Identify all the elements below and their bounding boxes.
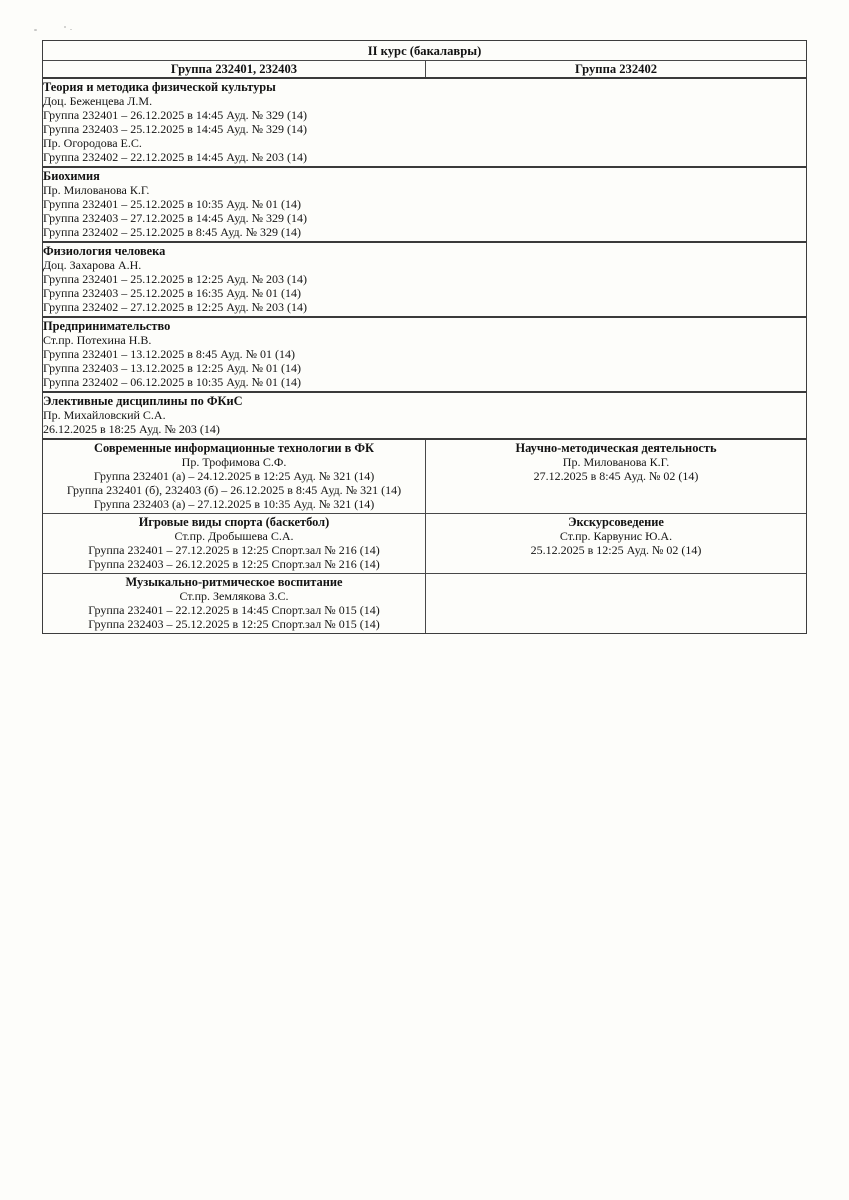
schedule-line: Группа 232401 (а) – 24.12.2025 в 12:25 Ауд. № 321 (14): [93, 469, 375, 483]
schedule-line: Группа 232401 – 26.12.2025 в 14:45 Ауд. № 329 (14): [43, 108, 308, 122]
group-header-row: [43, 60, 806, 77]
subject-title: Биохимия: [43, 169, 100, 183]
section-entrepreneurship: [43, 316, 806, 391]
section-modern-it-pe: [43, 440, 426, 513]
schedule-line: Ст.пр. Потехина Н.В.: [43, 333, 152, 347]
schedule-line: Пр. Трофимова С.Ф.: [181, 455, 287, 469]
subject-title: Элективные дисциплины по ФКиС: [43, 394, 243, 408]
scan-artifact: [34, 29, 37, 31]
schedule-line: Группа 232402 – 27.12.2025 в 12:25 Ауд. № 203 (14): [43, 300, 308, 314]
schedule-line: Группа 232401 – 27.12.2025 в 12:25 Спорт.зал № 216 (14): [88, 543, 380, 557]
subject-title: Музыкально-ритмическое воспитание: [125, 575, 343, 589]
schedule-line: Ст.пр. Землякова З.С.: [179, 589, 289, 603]
schedule-line: Ст.пр. Дробышева С.А.: [174, 529, 294, 543]
split-row-musical-rhythmic: [43, 573, 806, 633]
course-title: II курс (бакалавры): [367, 44, 482, 58]
section-musical-rhythmic: [43, 574, 426, 633]
schedule-line: Группа 232401 (б), 232403 (б) – 26.12.2025 в 8:45 Ауд. № 321 (14): [66, 483, 402, 497]
schedule-line: 27.12.2025 в 8:45 Ауд. № 02 (14): [533, 469, 699, 483]
subject-title: Научно-методическая деятельность: [515, 441, 717, 455]
schedule-line: Пр. Милованова К.Г.: [43, 183, 150, 197]
section-scientific-methodical: [426, 440, 806, 513]
schedule-line: Группа 232402 – 25.12.2025 в 8:45 Ауд. № 329 (14): [43, 225, 302, 239]
subject-title: Игровые виды спорта (баскетбол): [138, 515, 330, 529]
subject-title: Предпринимательство: [43, 319, 171, 333]
schedule-line: Группа 232401 – 25.12.2025 в 12:25 Ауд. № 203 (14): [43, 272, 308, 286]
section-elective-pe: [43, 391, 806, 438]
section-excursion-studies: [426, 514, 806, 573]
course-header-row: [43, 41, 806, 60]
scan-artifact: [64, 26, 66, 28]
subject-title: Физиология человека: [43, 244, 166, 258]
split-row-sports-and-excursion: [43, 513, 806, 573]
exam-schedule-table: [42, 40, 807, 634]
group-header-right: Группа 232402: [574, 62, 658, 76]
schedule-line: 26.12.2025 в 18:25 Ауд. № 203 (14): [43, 422, 220, 436]
schedule-line: Группа 232403 – 13.12.2025 в 12:25 Ауд. № 01 (14): [43, 361, 302, 375]
schedule-line: Группа 232403 – 25.12.2025 в 12:25 Спорт.зал № 015 (14): [88, 617, 380, 631]
schedule-line: Группа 232401 – 25.12.2025 в 10:35 Ауд. № 01 (14): [43, 197, 302, 211]
split-row-it-and-methodics: [43, 438, 806, 513]
subject-title: Современные информационные технологии в ФК: [94, 441, 374, 455]
schedule-line: Группа 232403 – 26.12.2025 в 12:25 Спорт.зал № 216 (14): [88, 557, 380, 571]
schedule-line: Пр. Огородова Е.С.: [43, 136, 142, 150]
schedule-line: Группа 232402 – 22.12.2025 в 14:45 Ауд. № 203 (14): [43, 150, 308, 164]
section-basketball: [43, 514, 426, 573]
schedule-line: Доц. Захарова А.Н.: [43, 258, 142, 272]
schedule-line: Группа 232401 – 22.12.2025 в 14:45 Спорт.зал № 015 (14): [88, 603, 380, 617]
section-theory-pe: [43, 77, 806, 166]
schedule-line: Группа 232403 – 27.12.2025 в 14:45 Ауд. № 329 (14): [43, 211, 308, 225]
schedule-line: Группа 232401 – 13.12.2025 в 8:45 Ауд. № 01 (14): [43, 347, 296, 361]
section-physiology: [43, 241, 806, 316]
schedule-line: Группа 232403 (а) – 27.12.2025 в 10:35 Ауд. № 321 (14): [93, 497, 375, 511]
scan-artifact: [70, 29, 72, 30]
group-header-left: Группа 232401, 232403: [43, 61, 426, 77]
schedule-line: 25.12.2025 в 12:25 Ауд. № 02 (14): [530, 543, 702, 557]
schedule-line: Пр. Милованова К.Г.: [562, 455, 670, 469]
schedule-line: Группа 232402 – 06.12.2025 в 10:35 Ауд. № 01 (14): [43, 375, 302, 389]
empty-cell: [426, 574, 806, 633]
schedule-line: Ст.пр. Карвунис Ю.А.: [559, 529, 673, 543]
section-biochemistry: [43, 166, 806, 241]
schedule-line: Группа 232403 – 25.12.2025 в 16:35 Ауд. № 01 (14): [43, 286, 302, 300]
schedule-line: Доц. Беженцева Л.М.: [43, 94, 153, 108]
subject-title: Теория и методика физической культуры: [43, 80, 276, 94]
schedule-line: Группа 232403 – 25.12.2025 в 14:45 Ауд. № 329 (14): [43, 122, 308, 136]
subject-title: Экскурсоведение: [568, 515, 664, 529]
schedule-line: Пр. Михайловский С.А.: [43, 408, 166, 422]
